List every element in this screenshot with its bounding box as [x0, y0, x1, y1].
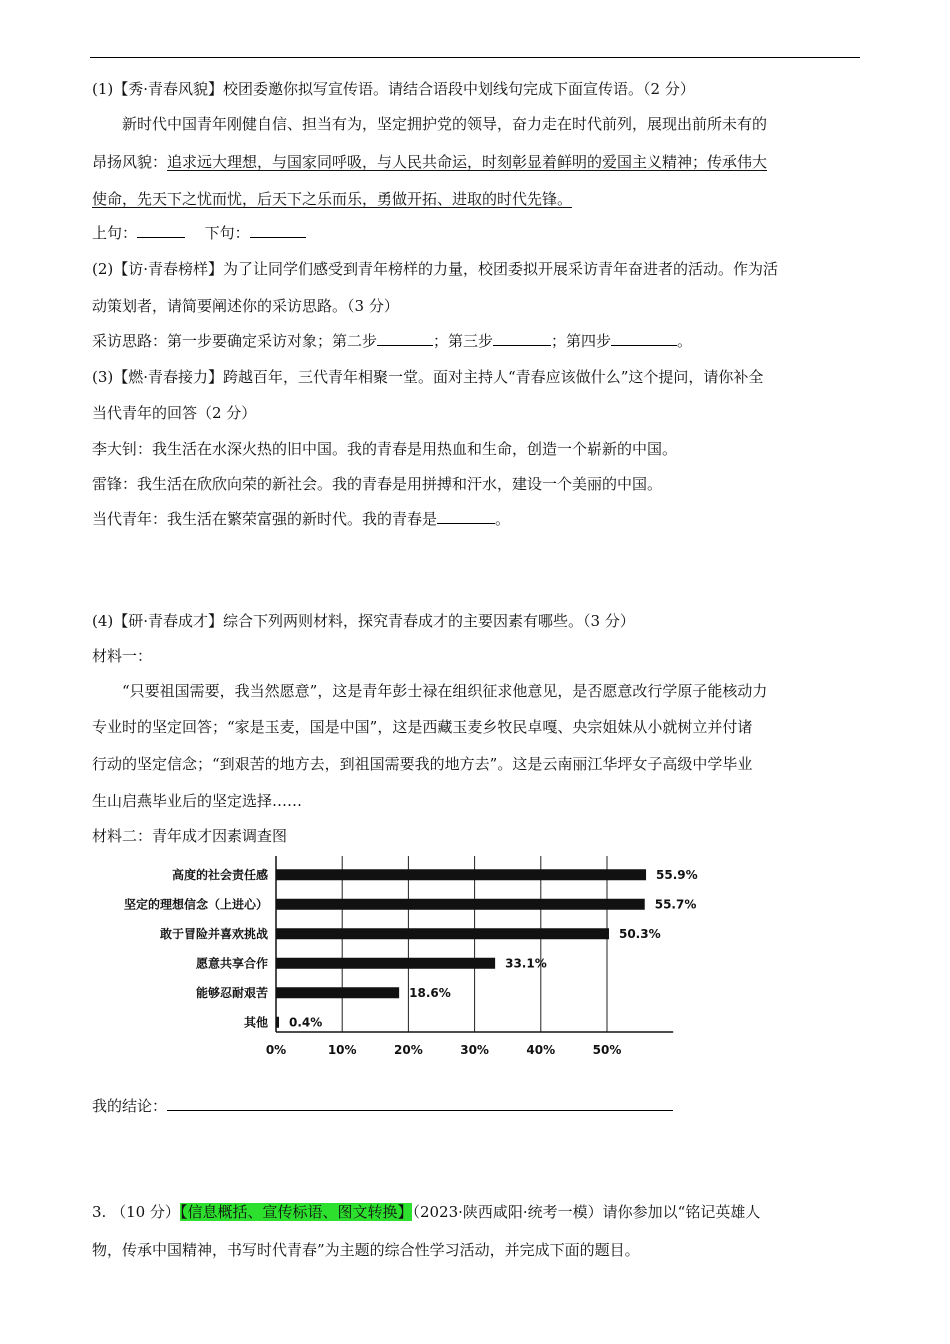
- category-label: 坚定的理想信念（上进心）: [123, 897, 268, 912]
- q1-paragraph-line1: 新时代中国青年刚健自信、担当有为，坚定拥护党的领导，奋力走在时代前列，展现出前所未有的: [122, 115, 768, 133]
- value-label: 33.1%: [505, 956, 547, 971]
- q1-answer-line: [92, 223, 306, 243]
- q5-line2: 物，传承中国精神，书写时代青春”为主题的综合性学习活动，并完成下面的题目。: [92, 1241, 640, 1259]
- bar: [276, 987, 399, 998]
- bar: [276, 928, 609, 939]
- category-label: 能够忍耐艰苦: [195, 985, 268, 1000]
- bar: [276, 899, 645, 910]
- q3-title-line1: (3)【燃·青春接力】跨越百年，三代青年相聚一堂。面对主持人“青春应该做什么”这个提问，请你补全: [92, 368, 764, 386]
- q1-underlined-sentence-2: 使命，先天下之忧而忧，后天下之乐而乐，勇做开拓、进取的时代先锋。: [92, 190, 573, 208]
- lower-sentence-label: 下句：: [204, 224, 250, 242]
- category-label: 敢于冒险并喜欢挑战: [159, 926, 268, 941]
- category-label: 高度的社会责任感: [171, 867, 268, 882]
- category-label: 其他: [243, 1015, 268, 1030]
- lower-sentence-blank[interactable]: [250, 223, 306, 238]
- q2-title-line1: (2)【访·青春榜样】为了让同学们感受到青年榜样的力量，校团委拟开展采访青年奋进者的活动。作为活: [92, 260, 779, 278]
- material1-line4: 生山启燕毕业后的坚定选择……: [92, 792, 303, 810]
- value-label: 50.3%: [618, 926, 661, 941]
- top-rule: [90, 57, 860, 58]
- material1-label: 材料一：: [92, 647, 153, 665]
- x-tick-label: 40%: [526, 1043, 556, 1057]
- q1-paragraph-line2: [92, 152, 767, 172]
- q5-number: 3. （10 分）: [92, 1203, 180, 1221]
- q5-source: （2023·陕西咸阳·统考一模）请你参加以“铭记英雄人: [412, 1203, 761, 1221]
- q1-underlined-sentence-1: 追求远大理想，与国家同呼吸，与人民共命运，时刻彰显着鲜明的爱国主义精神；传承伟大: [167, 153, 768, 171]
- upper-sentence-blank[interactable]: [137, 223, 185, 238]
- youth-answer-blank[interactable]: [437, 509, 495, 524]
- step3-blank[interactable]: [493, 331, 551, 346]
- value-label: 18.6%: [409, 985, 451, 1000]
- conclusion-line: [92, 1096, 673, 1116]
- q1-para-prefix: 昂扬风貌：: [92, 153, 168, 171]
- material1-line1: “只要祖国需要，我当然愿意”，这是青年彭士禄在组织征求他意见，是否愿意改行学原子能核动力: [122, 682, 768, 700]
- value-label: 0.4%: [289, 1015, 323, 1030]
- q3-contemporary-youth: [92, 509, 510, 529]
- q2-steps-line: [92, 331, 692, 351]
- bar: [276, 1017, 279, 1028]
- step4-blank[interactable]: [611, 331, 677, 346]
- x-tick-label: 0%: [265, 1043, 287, 1057]
- bar: [276, 958, 495, 969]
- material1-line3: 行动的坚定信念；“到艰苦的地方去，到祖国需要我的地方去”。这是云南丽江华坪女子高级中学毕业: [92, 755, 753, 773]
- x-tick-label: 30%: [460, 1043, 489, 1057]
- q1-paragraph-line3: [92, 189, 572, 209]
- material1-line2: 专业时的坚定回答；“家是玉麦，国是中国”，这是西藏玉麦乡牧民卓嘎、央宗姐妹从小就树立并付诸: [92, 718, 753, 736]
- q2-step4-label: ；第四步: [551, 332, 612, 350]
- q3-lei-feng: 雷锋：我生活在欣欣向荣的新社会。我的青春是用拼搏和汗水，建设一个美丽的中国。: [92, 475, 663, 493]
- youth-success-factors-chart: [100, 848, 700, 1068]
- x-tick-label: 10%: [327, 1043, 357, 1057]
- q5-line1: [92, 1202, 760, 1222]
- value-label: 55.7%: [654, 897, 697, 912]
- q2-steps-prefix: 采访思路：第一步要确定采访对象；第二步: [92, 332, 378, 350]
- step2-blank[interactable]: [377, 331, 433, 346]
- bar: [276, 869, 646, 880]
- q3-li-dazhao: 李大钊：我生活在水深火热的旧中国。我的青春是用热血和生命，创造一个崭新的中国。: [92, 440, 678, 458]
- upper-sentence-label: 上句：: [92, 224, 138, 242]
- q4-title: (4)【研·青春成才】综合下列两则材料，探究青春成才的主要因素有哪些。（3 分）: [92, 612, 635, 630]
- x-tick-label: 20%: [394, 1043, 423, 1057]
- conclusion-blank[interactable]: [167, 1096, 673, 1111]
- category-label: 愿意共享合作: [195, 956, 268, 971]
- value-label: 55.9%: [656, 867, 698, 882]
- x-tick-label: 50%: [592, 1043, 622, 1057]
- q2-step3-label: ；第三步: [433, 332, 494, 350]
- q2-title-line2: 动策划者，请简要阐述你的采访思路。（3 分）: [92, 297, 399, 315]
- q2-end: 。: [677, 332, 693, 350]
- conclusion-label: 我的结论：: [92, 1097, 168, 1115]
- q1-title: (1)【秀·青春风貌】校团委邀你拟写宣传语。请结合语段中划线句完成下面宣传语。（2 分）: [92, 80, 695, 98]
- material2-label: 材料二：青年成才因素调查图: [92, 827, 288, 845]
- q3-youth-end: 。: [495, 510, 511, 528]
- q3-youth-prefix: 当代青年：我生活在繁荣富强的新时代。我的青春是: [92, 510, 438, 528]
- q5-topic-tag: 【信息概括、宣传标语、图文转换】: [179, 1203, 413, 1221]
- q3-title-line2: 当代青年的回答（2 分）: [92, 404, 257, 422]
